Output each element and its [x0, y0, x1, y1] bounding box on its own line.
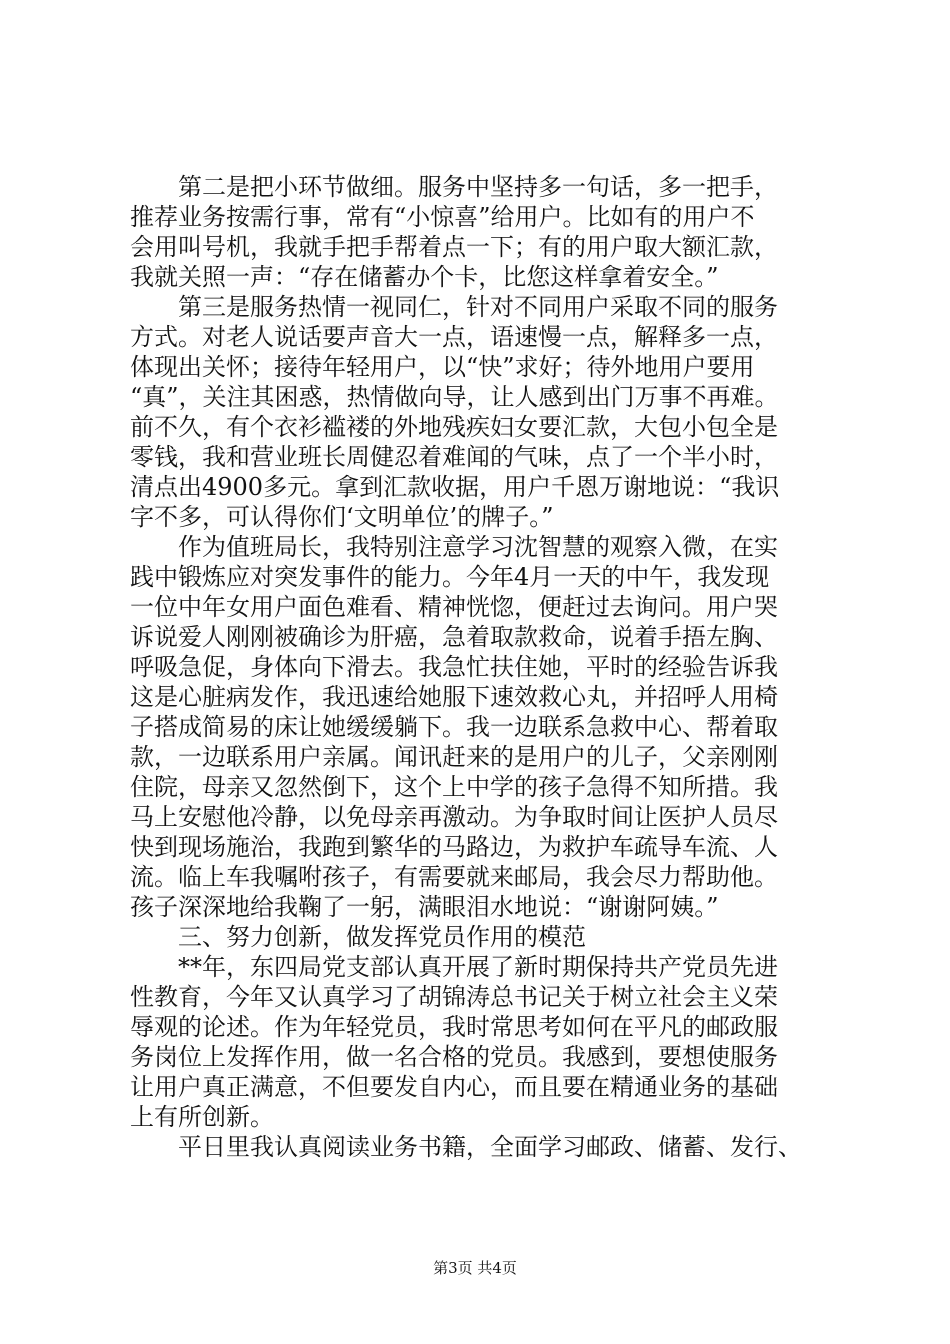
text-line: “真”，关注其困惑，热情做向导，让人感到出门万事不再难。: [130, 383, 779, 411]
text-line: 务岗位上发挥作用，做一名合格的党员。我感到，要想使服务: [130, 1043, 778, 1071]
text-line: 上有所创新。: [130, 1103, 274, 1131]
text-line: 推荐业务按需行事，常有“小惊喜”给用户。比如有的用户不: [130, 203, 755, 231]
text-line: 呼吸急促，身体向下滑去。我急忙扶住她，平时的经验告诉我: [130, 653, 778, 681]
text-line: 字不多，可认得你们‘文明单位’的牌子。”: [130, 503, 554, 531]
text-line: 清点出4900多元。拿到汇款收据，用户千恩万谢地说：“我识: [130, 473, 780, 501]
page-footer: [0, 1258, 950, 1278]
text-line: 体现出关怀；接待年轻用户，以“快”求好；待外地用户要用: [130, 353, 755, 381]
text-line: 会用叫号机，我就手把手帮着点一下；有的用户取大额汇款，: [130, 233, 778, 261]
text-line: **年，东四局党支部认真开展了新时期保持共产党员先进: [130, 953, 778, 981]
text-line: 快到现场施治，我跑到繁华的马路边，为救护车疏导车流、人: [130, 833, 778, 861]
text-line: 孩子深深地给我鞠了一躬，满眼泪水地说：“谢谢阿姨。”: [130, 893, 719, 921]
text-line: 第三是服务热情一视同仁，针对不同用户采取不同的服务: [130, 293, 778, 321]
text-line: 方式。对老人说话要声音大一点，语速慢一点，解释多一点，: [130, 323, 778, 351]
page-number: 第3页 共4页: [433, 1259, 517, 1277]
text-line: 款，一边联系用户亲属。闻讯赶来的是用户的儿子，父亲刚刚: [130, 743, 778, 771]
text-line: 零钱，我和营业班长周健忍着难闻的气味，点了一个半小时，: [130, 443, 778, 471]
text-line: 平日里我认真阅读业务书籍，全面学习邮政、储蓄、发行、: [130, 1133, 802, 1161]
text-line: 住院，母亲又忽然倒下，这个上中学的孩子急得不知所措。我: [130, 773, 778, 801]
text-line: 作为值班局长，我特别注意学习沈智慧的观察入微，在实: [130, 533, 778, 561]
text-line: 让用户真正满意，不但要发自内心，而且要在精通业务的基础: [130, 1073, 778, 1101]
text-line: 践中锻炼应对突发事件的能力。今年4月一天的中午，我发现: [130, 563, 770, 591]
text-line: 我就关照一声：“存在储蓄办个卡，比您这样拿着安全。”: [130, 263, 719, 291]
text-line: 诉说爱人刚刚被确诊为肝癌，急着取款救命，说着手捂左胸、: [130, 623, 778, 651]
text-line: 第二是把小环节做细。服务中坚持多一句话，多一把手，: [130, 173, 778, 201]
text-line: 马上安慰他冷静，以免母亲再激动。为争取时间让医护人员尽: [130, 803, 778, 831]
document-body: [130, 172, 842, 1162]
text-line: 三、努力创新，做发挥党员作用的模范: [130, 923, 586, 951]
text-line: 这是心脏病发作，我迅速给她服下速效救心丸，并招呼人用椅: [130, 683, 778, 711]
text-line: 一位中年女用户面色难看、精神恍惚，便赶过去询问。用户哭: [130, 593, 778, 621]
text-line: 性教育，今年又认真学习了胡锦涛总书记关于树立社会主义荣: [130, 983, 778, 1011]
text-line: 子搭成简易的床让她缓缓躺下。我一边联系急救中心、帮着取: [130, 713, 778, 741]
text-line: 流。临上车我嘱咐孩子，有需要就来邮局，我会尽力帮助他。: [130, 863, 778, 891]
text-line: 前不久，有个衣衫褴褛的外地残疾妇女要汇款，大包小包全是: [130, 413, 778, 441]
text-line: 辱观的论述。作为年轻党员，我时常思考如何在平凡的邮政服: [130, 1013, 778, 1041]
